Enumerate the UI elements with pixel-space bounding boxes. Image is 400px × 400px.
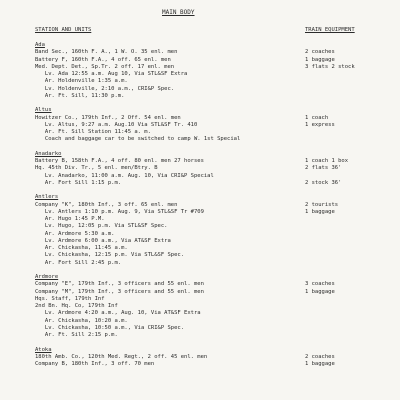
train-equipment-entry: 1 coach: [305, 114, 329, 121]
document-line: Lv. Ada 12:55 a.m. Aug 10, Via STL&SF Extra: [35, 71, 188, 77]
document-line: Lv. Chickasha, 12:15 p.m. Via STL&SF Spec.: [35, 252, 185, 259]
document-line: Ar. Ft. Sill, 11:30 p.m.: [35, 92, 125, 99]
header-train-equipment: TRAIN EQUIPMENT: [305, 27, 355, 33]
train-equipment-entry: 2 flats 36': [305, 165, 342, 172]
document-line: Hq. 45th Div. Tr., 5 enl. men/Btry. B: [35, 165, 158, 172]
document-line: Ar. Ft. Sill Station 11:45 a. m.: [35, 129, 151, 135]
document-line: Med. Dept. Det., Sp.Tr. 2 off. 17 enl. men: [35, 63, 175, 70]
document-line: Company B, 180th Inf., 3 off. 70 men: [35, 361, 155, 367]
train-equipment-entry: 1 express: [305, 121, 335, 128]
document-line: Company "K", 180th Inf., 3 off. 65 enl. men: [35, 201, 178, 208]
document-line: 2nd Bn. Hq. Co, 179th Inf: [35, 303, 118, 309]
train-equipment-entry: 1 baggage: [305, 56, 335, 63]
train-equipment-entry: 2 coaches: [305, 49, 335, 56]
station-heading: Antlers: [35, 194, 59, 201]
document-line: Ar. Fort Sill 1:15 p.m.: [35, 179, 122, 186]
document-line: Ar. Chickasha, 11:45 a.m.: [35, 245, 128, 251]
document-line: Ar. Holdenville 1:35 a.m.: [35, 78, 128, 85]
document-line: Lv. Antlers 1:10 p.m. Aug. 9, Via STL&SF Tr #709: [35, 208, 204, 215]
train-equipment-entry: 3 flats 2 stock: [305, 63, 355, 70]
document-line: Company "E", 179th Inf., 3 officers and 55 enl. men: [35, 281, 204, 288]
document-line: Lv. Ardmore 6:00 a.m., Via AT&SF Extra: [35, 237, 171, 244]
station-heading: Atoka: [35, 346, 52, 353]
train-equipment-entry: 3 coaches: [305, 281, 335, 288]
station-heading: Ardmore: [35, 274, 59, 280]
document-line: Company "M", 179th Inf., 3 officers and 55 enl. men: [35, 288, 204, 295]
train-equipment-entry: 1 baggage: [305, 208, 335, 215]
document-line: Lv. Holdenville, 2:10 a.m., CRI&P Spec.: [35, 85, 175, 92]
document-line: 180th Amb. Co., 120th Med. Regt., 2 off. 45 enl. men: [35, 353, 208, 360]
document-line: Lv. Altus, 9:27 a.m. Aug.10 Via STL&SF Tr. 410: [35, 121, 198, 128]
document-line: Lv. Ardmore 4:20 a.m., Aug. 10, Via AT&SF Extra: [35, 310, 201, 317]
document-line: Ar. Fort Sill 2:45 p.m.: [35, 259, 122, 266]
document-line: Ar. Ardmore 5:30 a.m.: [35, 230, 115, 237]
train-equipment-entry: 2 coaches: [305, 353, 335, 360]
document-line: Hqs. Staff, 179th Inf: [35, 295, 105, 302]
document-line: Battery F, 160th F.A., 4 off. 65 enl. men: [35, 56, 171, 63]
page-title: MAIN BODY: [162, 9, 195, 16]
document-line: Battery B, 158th F.A., 4 off. 80 enl. men 27 horses: [35, 158, 204, 164]
document-line: Lv. Hugo, 12:05 p.m. Via STL&SF Spec.: [35, 223, 168, 230]
document-line: Ar. Hugo 1:45 P.M.: [35, 216, 105, 222]
document-line: Lv. Chickasha, 10:50 a.m., Via CRI&P Spec.: [35, 324, 185, 331]
document-line: Howitzer Co., 179th Inf., 2 Off. 54 enl. men: [35, 114, 181, 121]
station-heading: Altus: [35, 107, 52, 114]
document-line: Band Sec., 160th F. A., 1 W. O. 35 enl. men: [35, 49, 178, 56]
train-equipment-entry: 2 stock 36': [305, 179, 342, 186]
document-line: Ar. Ft. Sill 2:15 p.m.: [35, 332, 118, 338]
header-station-units: STATION AND UNITS: [35, 27, 92, 33]
document-line: Lv. Anadarko, 11:00 a.m. Aug. 10, Via CRI&P Special: [35, 172, 214, 179]
train-equipment-entry: 1 baggage: [305, 361, 335, 367]
document-line: Coach and baggage car to be switched to camp W. 1st Special: [35, 136, 241, 143]
train-equipment-entry: 1 coach 1 box: [305, 158, 349, 164]
station-heading: Anadarko: [35, 150, 62, 157]
train-equipment-entry: 1 baggage: [305, 288, 335, 295]
document-line: Ar. Chickasha, 10:20 a.m.: [35, 317, 128, 324]
station-heading: Ada: [35, 42, 45, 48]
train-equipment-entry: 2 tourists: [305, 201, 339, 208]
